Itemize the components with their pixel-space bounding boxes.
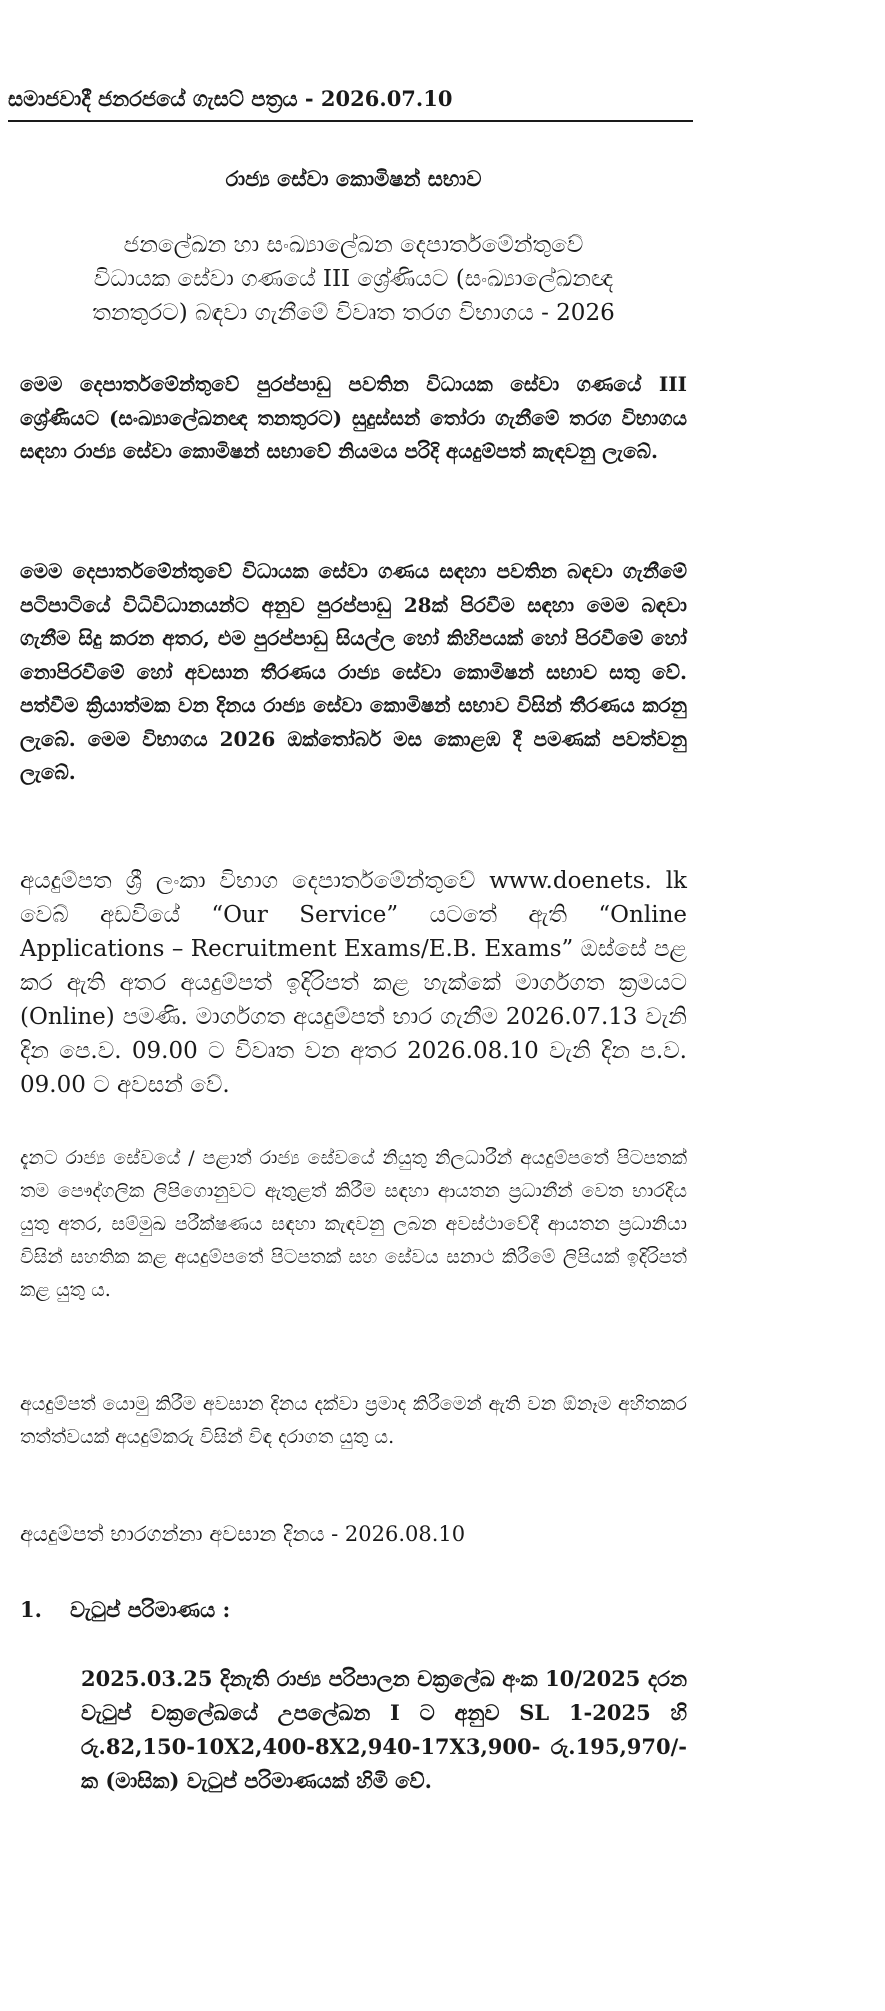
vacancies-paragraph: මෙම දෙපාර්තමේන්තුවේ විධායක සේවා ගණය සඳහා පවතින බඳවා ගැනීමේ පටිපාටියේ විධිවිධානයන්ට අනුව පුරප්පාඩු 28ක් පිරවීම සඳහා මෙම බඳවා ගැනීම සිදු කරන අතර, එම පුරප්පාඩු සියල්ල හෝ කිහිපයක් හෝ පිරවීමේ හෝ නොපිරවීමේ හෝ අවසාන තීරණය රාජ්‍ය සේවා කොමිෂන් සභාව සතු වේ. පත්වීම ක්‍රියාත්මක වන දිනය රාජ්‍ය සේවා කොමිෂන් සභාව විසින් තීරණය කරනු ලැබේ. මෙම විභාගය 2026 ඔක්තෝබර් මස කොළඹ දී පමණක් පවත්වනු ලැබේ. — [20, 559, 687, 784]
gazette-header: සමාජවාදී ජනරජයේ ගැසට් පත්‍රය - 2026.07.10 — [8, 86, 453, 111]
section-heading — [20, 1597, 230, 1623]
online-application-paragraph: අයදුම්පත ශ්‍රී ලංකා විභාග දෙපාර්තමේන්තුවේ www.doenets. lk වෙබ් අඩවියේ “Our Service” යටතේ ඇති “Online Applications – Recruitment Exams/E.B. Exams” ඔස්සේ පළ කර ඇති අතර අයදුම්පත් ඉදිරිපත් කළ හැක්කේ මාර්ගගත ක්‍රමයට (Online) පමණි. මාර්ගගත අයදුම්පත් භාර ගැනීම 2026.07.13 වැනි දින පෙ.ව. 09.00 ට විවෘත වන අතර 2026.08.10 වැනි දින ප.ව. 09.00 ට අවසන් වේ. — [20, 868, 687, 1098]
late-submission-paragraph: අයදුම්පත් යොමු කිරීම අවසාන දිනය දක්වා ප්‍රමාද කිරීමෙන් ඇති වන ඕනෑම අහිතකර තත්ත්වයක් අයදුම්කරු විසින් විඳ දරාගත යුතු ය. — [20, 1393, 687, 1448]
section-number: 1. — [20, 1597, 42, 1622]
salary-scale-paragraph: 2025.03.25 දිනැති රාජ්‍ය පරිපාලන චක්‍රලේඛ අංක 10/2025 දරන වැටුප් චක්‍රලේඛයේ උපලේඛන I ට අනුව SL 1-2025 හි රු.82,150-10X2,400-8X2,940-17X3,900- රු.195,970/-ක (මාසික) වැටුප් පරිමාණයක් හිමි වේ. — [81, 1666, 687, 1793]
closing-date-line: අයදුම්පත් භාරගන්නා අවසාන දිනය - 2026.08.10 — [20, 1522, 466, 1546]
section-title: වැටුප් පරිමාණය : — [70, 1597, 231, 1622]
intro-paragraph: මෙම දෙපාර්තමේන්තුවේ පුරප්පාඩු පවතින විධායක සේවා ගණයේ III ශ්‍රේණියට (සංඛ්‍යාලේඛනඥ තනතුරට) සුදුස්සන් තෝරා ගැනීමේ තරග විභාගය සඳහා රාජ්‍ය සේවා කොමිෂන් සභාවේ නියමය පරිදි අයදුම්පත් කැඳවනු ලැබේ. — [20, 372, 687, 463]
commission-title: රාජ්‍ය සේවා කොමිෂන් සභාව — [225, 166, 482, 191]
public-officers-paragraph: දැනට රාජ්‍ය සේවයේ / පළාත් රාජ්‍ය සේවයේ නියුතු නිලධාරීන් අයදුම්පතේ පිටපතක් තම පෞද්ගලික ලිපිගොනුවට ඇතුළත් කිරීම සඳහා ආයතන ප්‍රධානීන් වෙත භාරදිය යුතු අතර, සම්මුඛ පරීක්ෂණය සඳහා කැඳවනු ලබන අවස්ථාවේදී ආයතන ප්‍රධානියා විසින් සහතික කළ අයදුම්පතේ පිටපතක් සහ සේවය සනාථ කිරීමේ ලිපියක් ඉදිරිපත් කළ යුතු ය. — [20, 1147, 687, 1301]
exam-title-line: ජනලේඛන හා සංඛ්‍යාලේඛන දෙපාර්තමේන්තුවේ — [123, 232, 584, 258]
header-divider — [8, 120, 693, 122]
exam-title — [20, 228, 687, 330]
exam-title-line: තනතුරට) බඳවා ගැනීමේ විවෘත තරග විභාගය - 2026 — [92, 300, 615, 326]
exam-title-line: විධායක සේවා ගණයේ III ශ්‍රේණියට (සංඛ්‍යාලේඛනඥ — [93, 266, 614, 292]
